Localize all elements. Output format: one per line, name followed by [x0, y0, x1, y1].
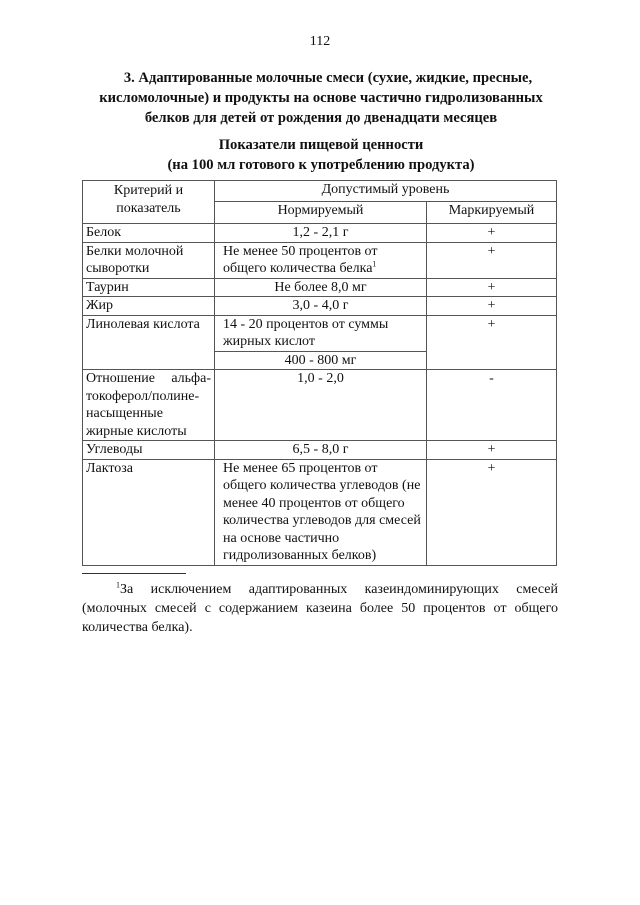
- cell-labeled: +: [427, 278, 557, 297]
- cell-normalized-extra: 400 - 800 мг: [215, 351, 427, 370]
- cell-criterion: Белки молочной сыворотки: [83, 242, 215, 278]
- footnote-first-line: [82, 580, 558, 599]
- cell-labeled: +: [427, 297, 557, 316]
- cell-normalized: 6,5 - 8,0 г: [215, 441, 427, 460]
- cell-normalized-text: Не менее 50 процентов от общего количества белка: [223, 243, 378, 276]
- footnote-reference[interactable]: 1: [372, 259, 377, 269]
- nutrition-table: [82, 180, 557, 566]
- footnote-mark: 1: [116, 580, 120, 590]
- cell-criterion: Таурин: [83, 278, 215, 297]
- section-title-line: белков для детей от рождения до двенадцати месяцев: [144, 110, 498, 126]
- header-normalized: Нормируемый: [215, 202, 427, 224]
- cell-labeled: -: [427, 370, 557, 441]
- cell-labeled: +: [427, 224, 557, 243]
- table-caption: [84, 135, 558, 175]
- cell-labeled: +: [427, 441, 557, 460]
- cell-criterion: Углеводы: [83, 441, 215, 460]
- section-title-line: 3. Адаптированные молочные смеси (сухие, жидкие, пресные,: [123, 70, 533, 86]
- header-criterion: Критерий и показатель: [83, 181, 215, 224]
- table-row: [83, 242, 557, 278]
- table-header-row: [83, 181, 557, 202]
- cell-normalized: 1,0 - 2,0: [215, 370, 427, 441]
- footnote-separator: [82, 573, 186, 574]
- table-row: [83, 224, 557, 243]
- page-number: 112: [309, 34, 331, 49]
- section-title: [84, 68, 558, 128]
- cell-normalized: Не менее 65 процентов от общего количества углеводов (не менее 40 процентов от общего количества углеводов для смесей на основе частично гидролизованных белков): [215, 459, 427, 565]
- cell-normalized: 3,0 - 4,0 г: [215, 297, 427, 316]
- cell-labeled: +: [427, 242, 557, 278]
- cell-criterion: Линолевая кислота: [83, 315, 215, 370]
- table-row: [83, 370, 557, 441]
- header-allowed-level: Допустимый уровень: [215, 181, 557, 202]
- cell-criterion: Лактоза: [83, 459, 215, 565]
- cell-normalized: Не более 8,0 мг: [215, 278, 427, 297]
- section-title-line: кисломолочные) и продукты на основе частично гидролизованных: [99, 90, 543, 106]
- cell-criterion: Жир: [83, 297, 215, 316]
- footnote-text: За исключением адаптированных казеиндоминирующих смесей: [120, 582, 558, 597]
- table-row: [83, 441, 557, 460]
- table-caption-line: Показатели пищевой ценности: [218, 137, 424, 153]
- footnote-text-continued: (молочных смесей с содержанием казеина более 50 процентов от общего количества белка).: [82, 601, 558, 635]
- cell-normalized: 14 - 20 процентов от суммы жирных кислот: [215, 315, 427, 351]
- cell-labeled: +: [427, 315, 557, 370]
- cell-criterion: Отношение альфа-токоферол/полине-насыщенные жирные кислоты: [83, 370, 215, 441]
- cell-normalized: [215, 242, 427, 278]
- header-labeled: Маркируемый: [427, 202, 557, 224]
- cell-labeled: +: [427, 459, 557, 565]
- table-row: [83, 459, 557, 565]
- table-row: [83, 297, 557, 316]
- table-caption-line: (на 100 мл готового к употреблению продукта): [167, 157, 475, 173]
- cell-normalized: 1,2 - 2,1 г: [215, 224, 427, 243]
- footnote: [82, 580, 558, 637]
- table-row: [83, 315, 557, 351]
- cell-criterion: Белок: [83, 224, 215, 243]
- table-row: [83, 278, 557, 297]
